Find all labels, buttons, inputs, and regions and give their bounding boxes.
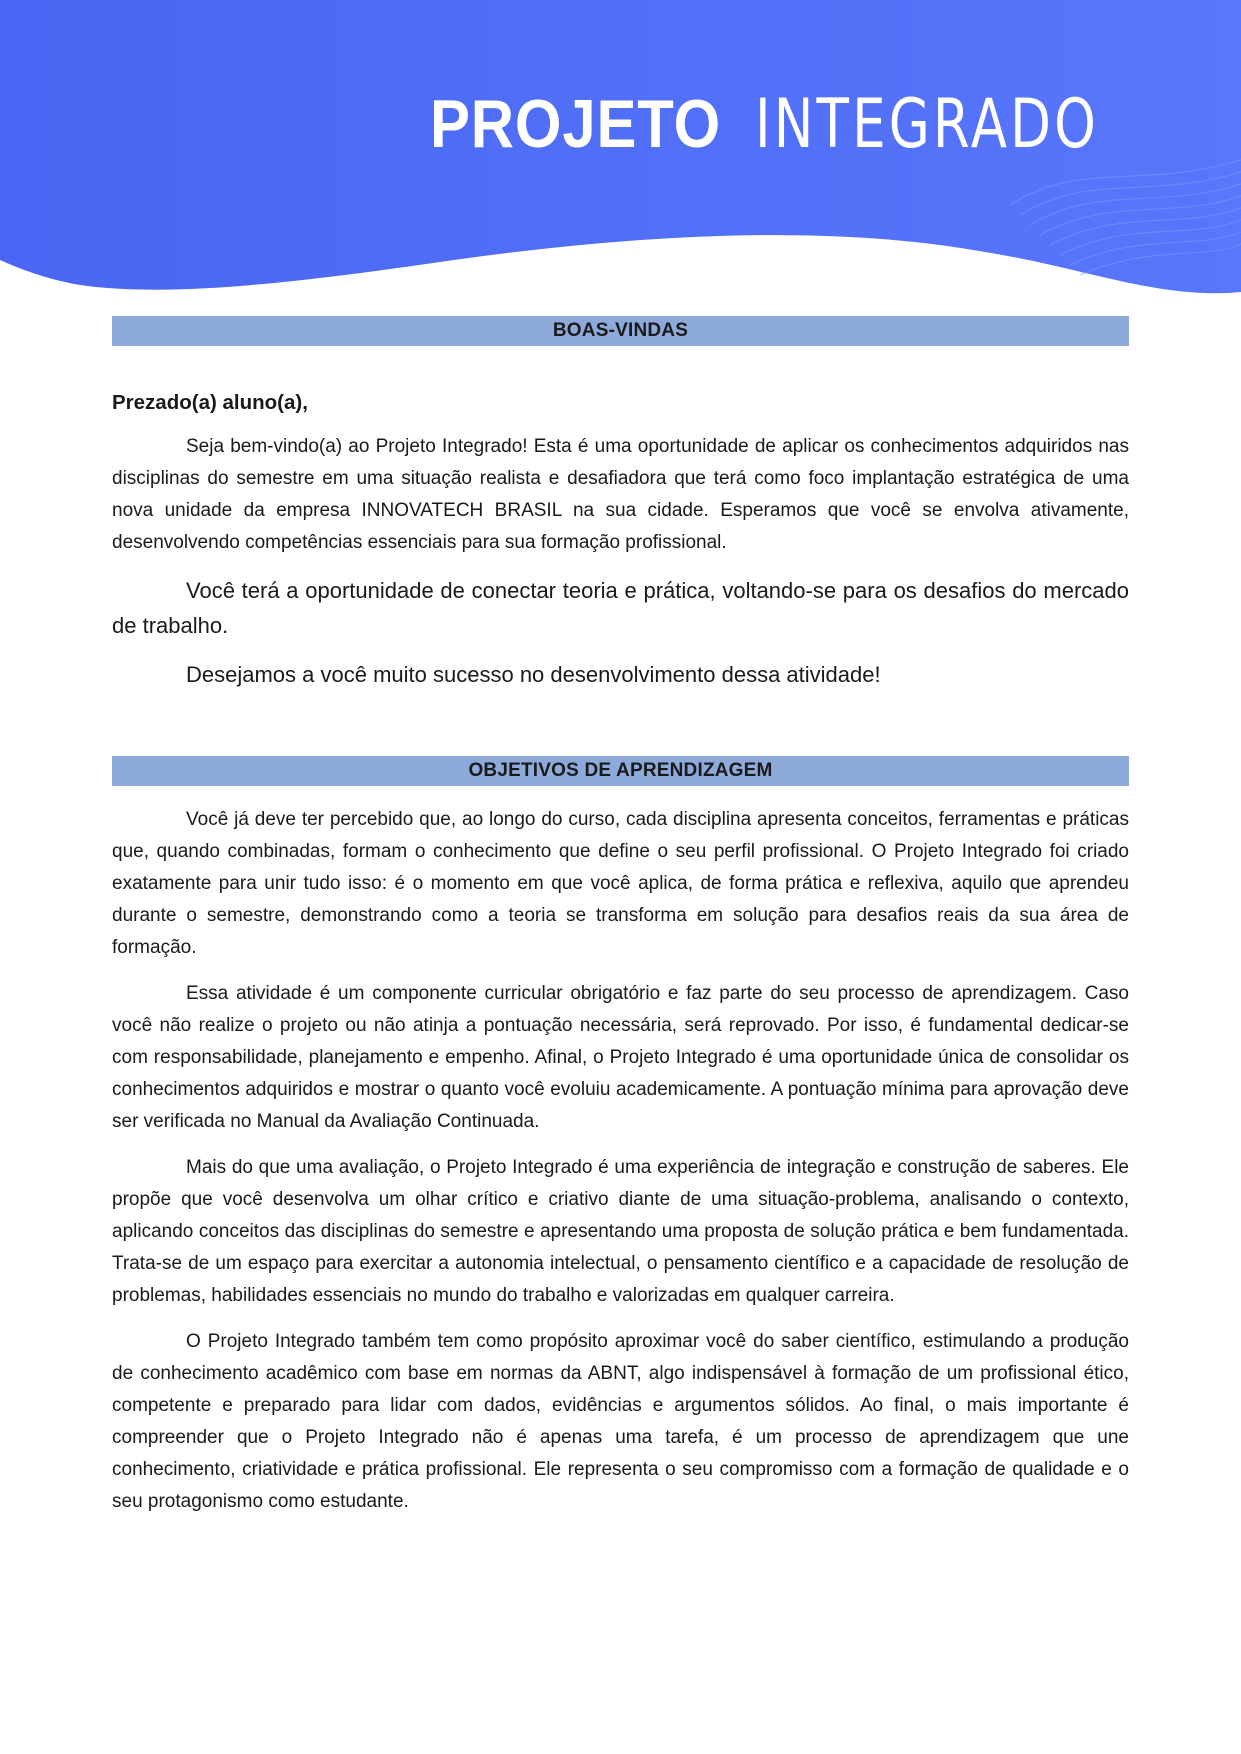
brand-title-bold: PROJETO: [430, 86, 722, 162]
brand-title-light: INTEGRADO: [754, 85, 1099, 164]
salutation: Prezado(a) aluno(a),: [112, 391, 308, 414]
objectives-heading: OBJETIVOS DE APRENDIZAGEM: [112, 756, 1129, 786]
objectives-paragraph: O Projeto Integrado também tem como propósito aproximar você do saber científico, estimulando a produção de conhecimento acadêmico com base em normas da ABNT, algo indispensável à formação de um profissional ético, competente e preparado para lidar com dados, evidências e argumentos sólidos. Ao final, o mais importante é compreender que o Projeto Integrado não é apenas uma tarefa, é um processo de aprendizagem que une conhecimento, criatividade e prática profissional. Ele representa o seu compromisso com a formação de qualidade e o seu protagonismo como estudante.: [112, 1331, 1129, 1512]
document-body: [112, 316, 1129, 1532]
welcome-paragraph: Seja bem-vindo(a) ao Projeto Integrado! Esta é uma oportunidade de aplicar os conhecimentos adquiridos nas disciplinas do semestre em uma situação realista e desafiadora que terá como foco implantação estratégica de uma nova unidade da empresa INNOVATECH BRASIL na sua cidade. Esperamos que você se envolva ativamente, desenvolvendo competências essenciais para sua formação profissional.: [112, 436, 1129, 553]
header-banner: [0, 0, 1241, 320]
objectives-paragraph: Mais do que uma avaliação, o Projeto Integrado é uma experiência de integração e construção de saberes. Ele propõe que você desenvolva um olhar crítico e criativo diante de uma situação-problema, analisando o contexto, aplicando conceitos das disciplinas do semestre e apresentando uma proposta de solução prática e bem fundamentada. Trata-se de um espaço para exercitar a autonomia intelectual, o pensamento científico e a capacidade de resolução de problemas, habilidades essenciais no mundo do trabalho e valorizadas em qualquer carreira.: [112, 1157, 1129, 1306]
welcome-section: [112, 316, 1129, 692]
welcome-heading: BOAS-VINDAS: [112, 316, 1129, 346]
objectives-paragraph: Você já deve ter percebido que, ao longo do curso, cada disciplina apresenta conceitos, ferramentas e práticas que, quando combinadas, formam o conhecimento que define o seu perfil profissional. O Projeto Integrado foi criado exatamente para unir tudo isso: é o momento em que você aplica, de forma prática e reflexiva, aquilo que aprendeu durante o semestre, demonstrando como a teoria se transforma em solução para desafios reais da sua área de formação.: [112, 809, 1129, 958]
objectives-section: [112, 756, 1129, 1518]
welcome-paragraph: Você terá a oportunidade de conectar teoria e prática, voltando-se para os desafios do mercado de trabalho.: [112, 578, 1129, 638]
welcome-paragraph: Desejamos a você muito sucesso no desenvolvimento dessa atividade!: [186, 662, 881, 687]
objectives-paragraph: Essa atividade é um componente curricular obrigatório e faz parte do seu processo de aprendizagem. Caso você não realize o projeto ou não atinja a pontuação necessária, será reprovado. Por isso, é fundamental dedicar-se com responsabilidade, planejamento e empenho. Afinal, o Projeto Integrado é uma oportunidade única de consolidar os conhecimentos adquiridos e mostrar o quanto você evoluiu academicamente. A pontuação mínima para aprovação deve ser verificada no Manual da Avaliação Continuada.: [112, 983, 1129, 1132]
brand-title: [430, 84, 1196, 164]
